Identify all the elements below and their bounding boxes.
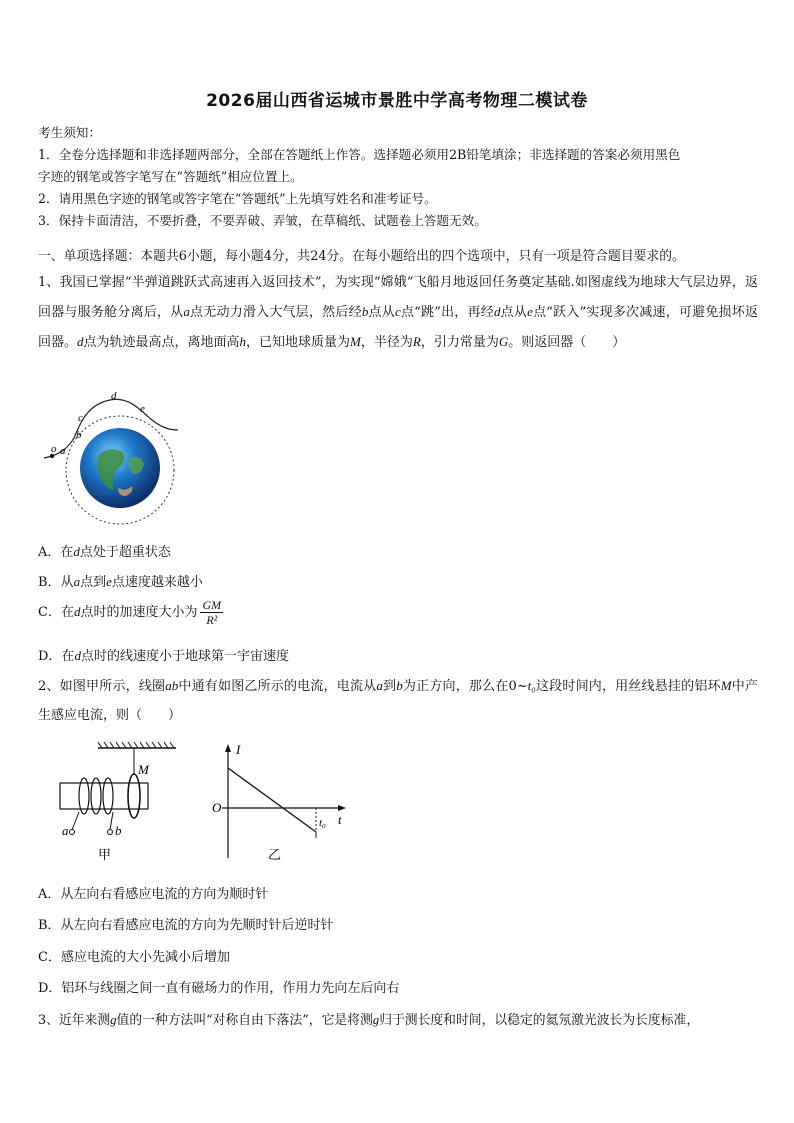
q1-option-b[interactable]: B．从a点到e点速度越来越小 (38, 574, 203, 590)
label-e: e (140, 403, 145, 415)
label-b: b (76, 429, 82, 441)
figure-coil-jia (50, 738, 190, 868)
fraction-gm-r2: $\frac{GM}{\text{R²}}$ (202, 598, 222, 627)
label-t0: t₀ (319, 817, 326, 829)
figure-current-graph-yi (208, 740, 358, 870)
q2-option-a[interactable]: A．从左向右看感应电流的方向为顺时针 (38, 887, 269, 902)
q1-option-a[interactable]: A．在d点处于超重状态 (38, 544, 171, 560)
question-1-text: 1、我国已掌握“半弹道跳跃式高速再入返回技术”，为实现“嫦娥”飞船月地返回任务奠定基础.如图虚线为地球大气层边界，返回器与服务舱分离后，从a点无动力滑入大气层，然后经b点从c点“跳”出，再经d点从e点“跃入”实现多次减速，可避免损坏返回器。d点为轨迹最高点，离地面高h，已知地球质量为M，半径为R，引力常量为G。则返回器（ ） (38, 275, 758, 350)
label-c: c (78, 412, 83, 424)
current-line (228, 768, 316, 832)
label-M: M (138, 762, 149, 777)
notice-item-1-cont: 字迹的钢笔或答字笔写在“答题纸”相应位置上。 (38, 169, 303, 184)
caption-yi: 乙 (268, 847, 282, 862)
notice-item-2: 2．请用黑色字迹的钢笔或答字笔在“答题纸”上先填写姓名和准考证号。 (38, 191, 437, 206)
question-2-text: 2、如图甲所示，线圈ab中通有如图乙所示的电流，电流从a到b为正方向，那么在0~t₀这段时间内，用丝线悬挂的铝环M中产生感应电流，则（ ） (38, 678, 758, 723)
label-O: O (212, 800, 222, 815)
notice-item-3: 3．保持卡面清洁，不要折叠，不要弄破、弄皱，在草稿纸、试题卷上答题无效。 (38, 213, 487, 228)
notice-item-1: 1．全卷分选择题和非选择题两部分，全部在答题纸上作答。选择题必须用2B铅笔填涂；非选择题的答案必须用黑色 (38, 147, 681, 162)
aluminum-ring (128, 774, 140, 818)
q1-option-d[interactable]: D．在d点时的线速度小于地球第一宇宙速度 (38, 648, 289, 664)
caption-jia: 甲 (98, 847, 112, 862)
label-a: a (60, 445, 66, 457)
figure-reentry-trajectory (38, 388, 188, 528)
label-b-terminal: b (115, 823, 122, 838)
label-o: o (51, 443, 57, 455)
page-title: 2026届山西省运城市景胜中学高考物理二模试卷 (206, 91, 588, 111)
question-3-text: 3、近年来测g值的一种方法叫“对称自由下落法”，它是将测g归于测长度和时间，以稳定的氦氖激光波长为长度标准， (38, 1013, 700, 1028)
q2-option-d[interactable]: D．铝环与线圈之间一直有磁场力的作用，作用力先向左后向右 (38, 981, 400, 996)
q2-option-c[interactable]: C．感应电流的大小先减小后增加 (38, 950, 230, 965)
label-t: t (338, 812, 342, 827)
label-a-terminal: a (62, 823, 69, 838)
label-I: I (236, 742, 241, 757)
earth-image (80, 428, 160, 508)
section-heading: 一、单项选择题：本题共6小题，每小题4分，共24分。在每小题给出的四个选项中，只有一项是符合题目要求的。 (38, 249, 685, 264)
notice-heading: 考生须知： (38, 125, 101, 140)
label-d: d (111, 390, 117, 402)
q1-option-c[interactable]: C．在d点时的加速度大小为 $\frac{GM}{\text{R²}}$ (38, 598, 222, 627)
q2-option-b[interactable]: B．从左向右看感应电流的方向为先顺时针后逆时针 (38, 918, 334, 933)
